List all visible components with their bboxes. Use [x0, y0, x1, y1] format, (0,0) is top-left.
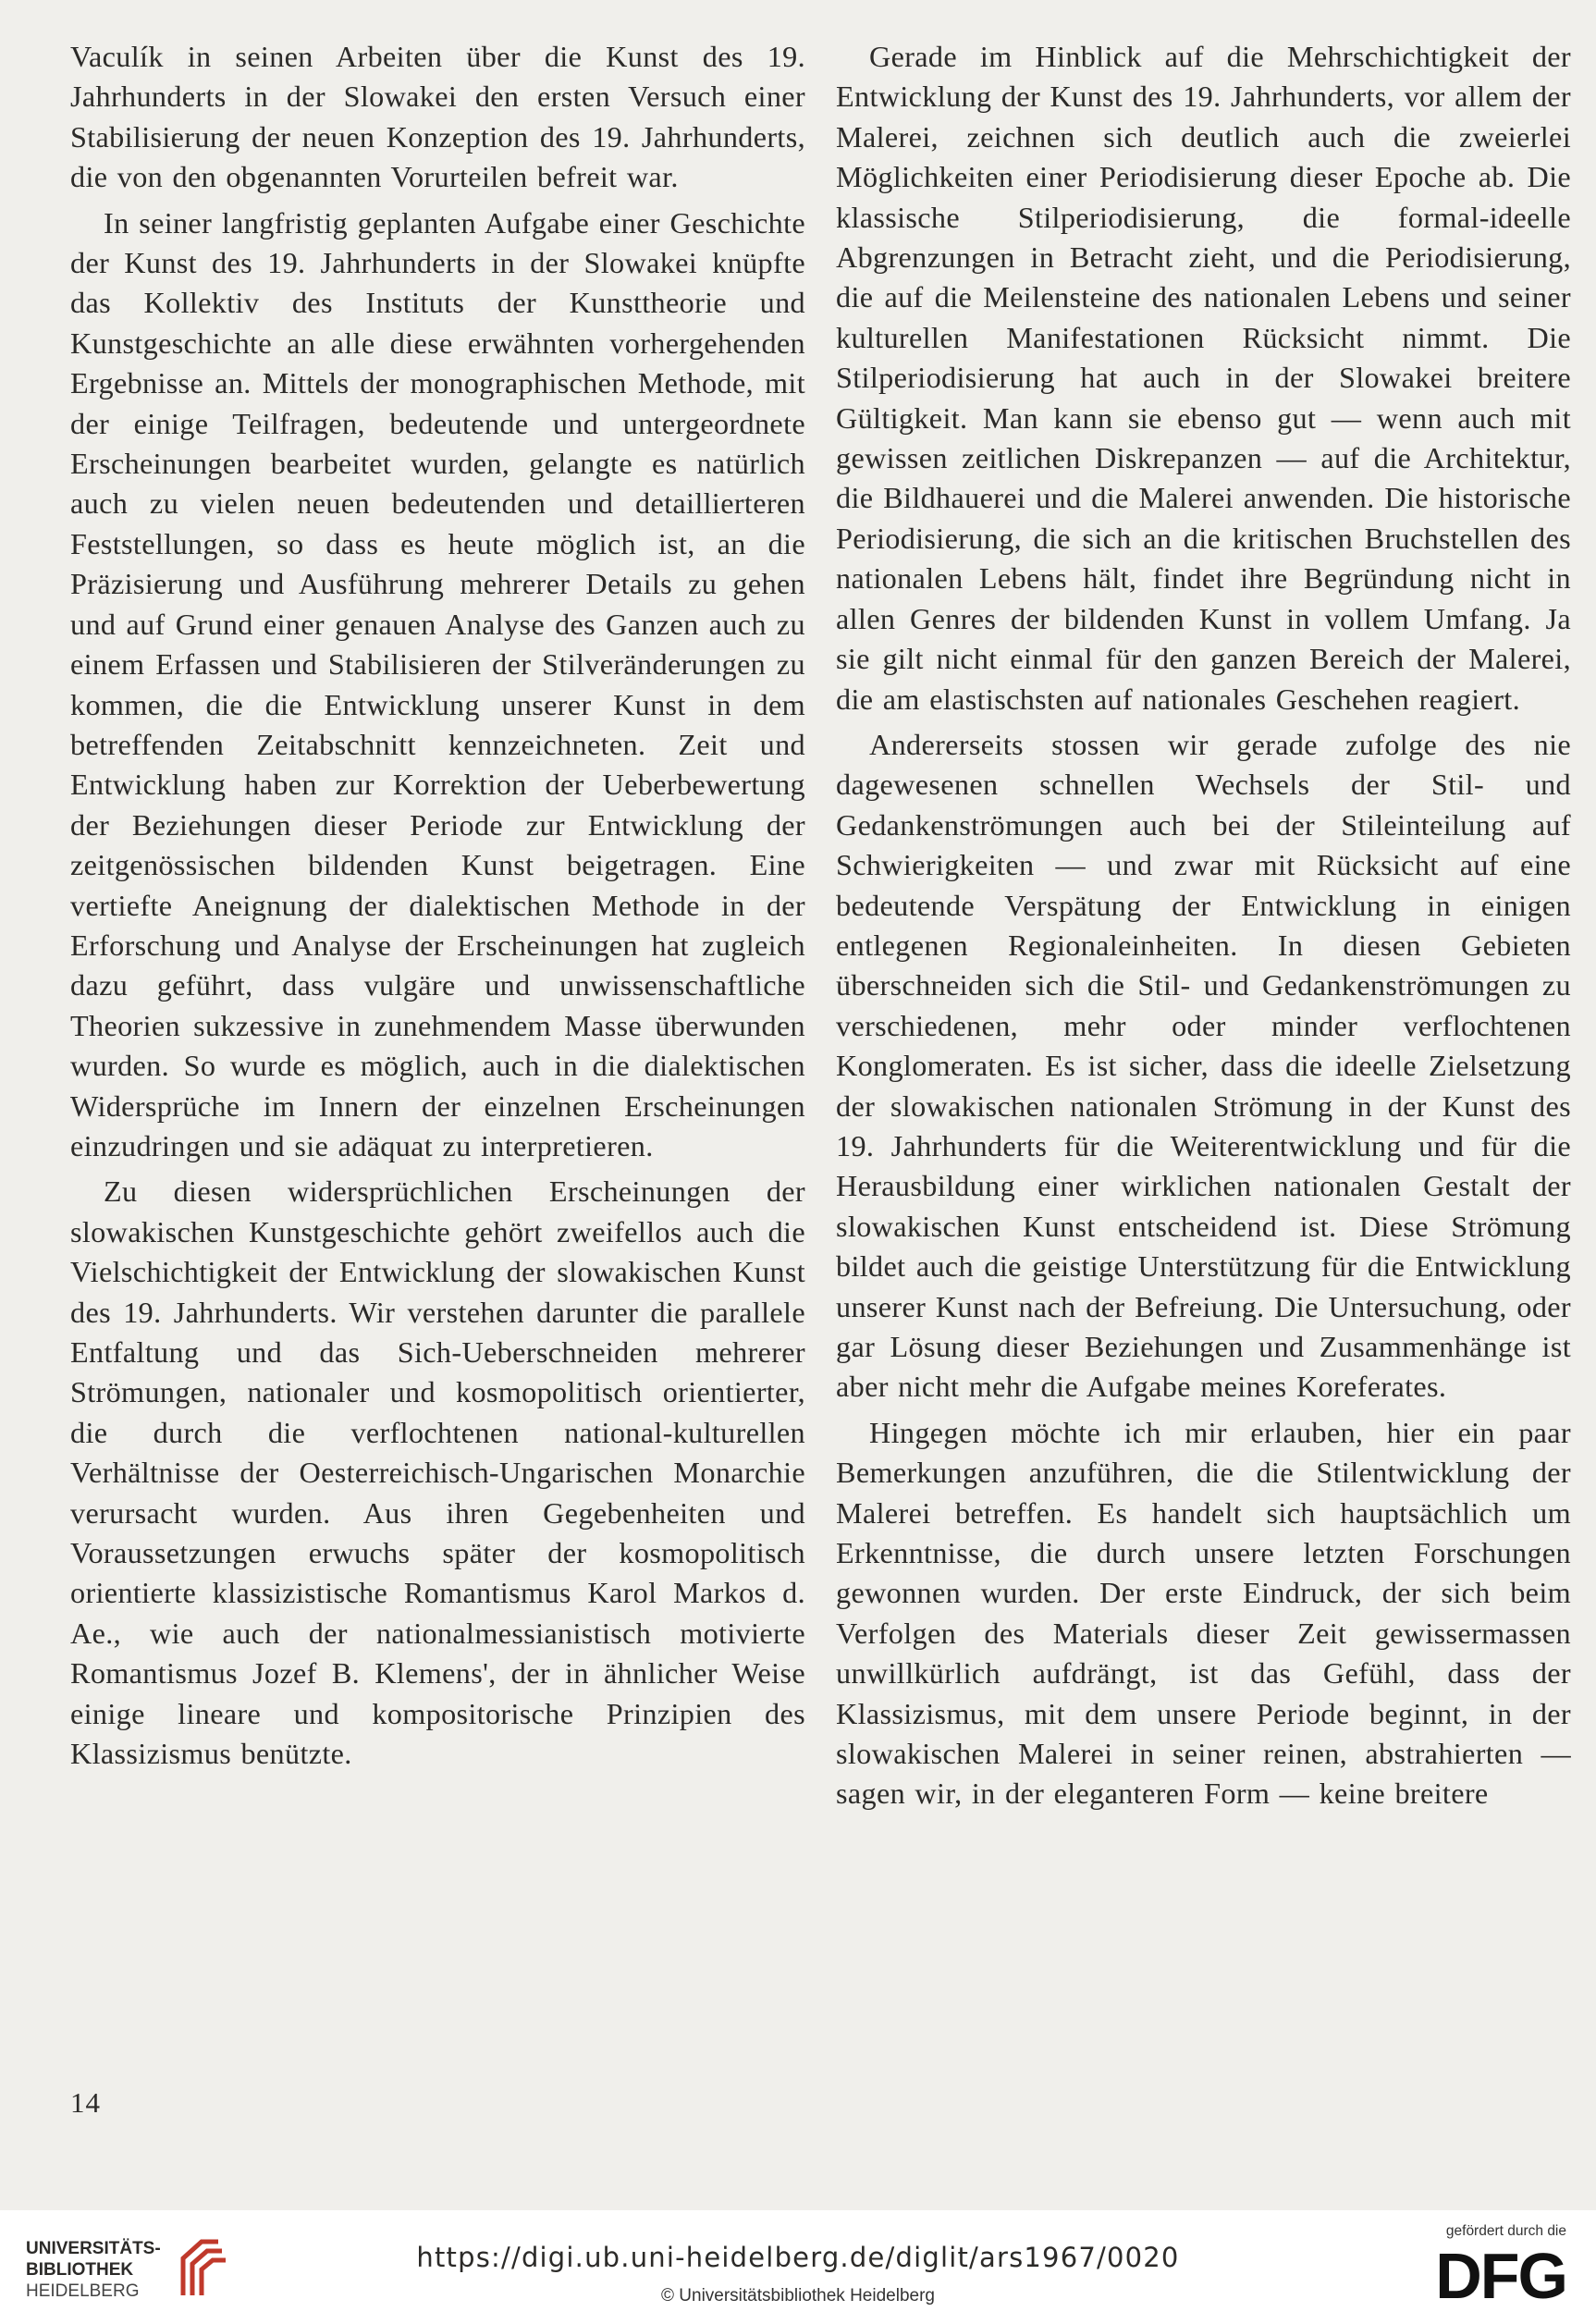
- paragraph: Vaculík in seinen Arbeiten über die Kunst des 19. Jahrhunderts in der Slowakei den ersten Versuch einer Stabilisierung der neuen Konzeption des 19. Jahrhunderts, die von den obgenannten Vorurteilen befreit war.: [70, 40, 805, 194]
- paragraph: Andererseits stossen wir gerade zufolge des nie dagewesenen schnellen Wechsels der Stil- und Gedankenströmungen auch bei der Stileinteilung auf Schwierigkeiten — und zwar mit Rücksicht auf eine bedeutende Verspätung der Entwicklung in einigen entlegenen Regionaleinheiten. In diesen Gebieten überschneiden sich die Stil- und Gedankenströmungen zu verschiedenen, mehr oder minder verflochtenen Konglomeraten. Es ist sicher, dass die ideelle Zielsetzung der slowakischen nationalen Strömung in der Kunst des 19. Jahrhunderts für die Weiterentwicklung und für die Herausbildung einer wirklichen nationalen Gestalt der slowakischen Kunst entscheidend ist. Diese Strömung bildet auch die geistige Unterstützung für die Entwicklung unserer Kunst nach der Befreiung. Die Untersuchung, oder gar Lösung dieser Beziehungen und Zusammenhänge ist aber nicht mehr die Aufgabe meines Koreferates.: [836, 727, 1571, 1404]
- paragraph: Gerade im Hinblick auf die Mehrschichtigkeit der Entwicklung der Kunst des 19. Jahrhunderts, vor allem der Malerei, zeichnen sich deutlich auch die zweierlei Möglichkeiten einer Periodisierung dieser Epoche ab. Die klassische Stilperiodisierung, die formal-ideelle Abgrenzungen in Betracht zieht, und die Periodisierung, die auf die Meilensteine des nationalen Lebens und seiner kulturellen Manifestationen Rücksicht nimmt. Die Stilperiodisierung hat auch in der Slowakei breitere Gültigkeit. Man kann sie ebenso gut — wenn auch mit gewissen zeitlichen Diskrepanzen — auf die Architektur, die Bildhauerei und die Malerei anwenden. Die historische Periodisierung, die sich an die kritischen Bruchstellen des nationalen Lebens hält, findet ihre Begründung nicht in allen Genres der bildenden Kunst in vollem Umfang. Ja sie gilt nicht einmal für den ganzen Bereich der Malerei, die am elastischsten auf nationales Geschehen reagiert.: [836, 40, 1571, 716]
- paragraph: Hingegen möchte ich mir erlauben, hier ein paar Bemerkungen anzuführen, die die Stilentwicklung der Malerei betreffen. Es handelt sich hauptsächlich um Erkenntnisse, die durch unsere letzten Forschungen gewonnen wurden. Der erste Eindruck, der sich beim Verfolgen des Materials dieser Zeit gewissermassen unwillkürlich aufdrängt, ist das Gefühl, dass der Klassizismus, mit dem unsere Periode beginnt, in der slowakischen Malerei in seiner reinen, abstrahierten — sagen wir, in der eleganteren Form — keine breitere: [836, 1415, 1571, 1811]
- copyright-notice: © Universitätsbibliothek Heidelberg: [661, 2286, 935, 2306]
- paragraph: Zu diesen widersprüchlichen Erscheinungen der slowakischen Kunstgeschichte gehört zweifellos auch die Vielschichtigkeit der Entwicklung der slowakischen Kunst des 19. Jahrhunderts. Wir verstehen darunter die parallele Entfaltung und das Sich-Ueberschneiden mehrerer Strömungen, nationaler und kosmopolitisch orientierter, die durch die verflochtenen national-kulturellen Verhältnisse der Oesterreichisch-Ungarischen Monarchie verursacht wurden. Aus ihren Gegebenheiten und Voraussetzungen erwuchs später der kosmopolitisch orientierte klassizistische Romantismus Karol Markos d. Ae., wie auch der nationalmessianistisch motivierte Romantismus Jozef B. Klemens', der in ähnlicher Weise einige lineare und kompositorische Prinzipien des Klassizismus benützte.: [70, 1174, 805, 1771]
- permalink-url[interactable]: https://digi.ub.uni-heidelberg.de/diglit/ars1967/0020: [416, 2242, 1180, 2273]
- library-name: UNIVERSITÄTS- BIBLIOTHEK HEIDELBERG: [26, 2239, 161, 2301]
- left-text-column: [70, 37, 805, 1779]
- page-number: 14: [70, 2086, 101, 2119]
- funder-note: gefördert durch die: [1445, 2223, 1566, 2239]
- right-text-column: [836, 37, 1571, 1820]
- dfg-funding-logo[interactable]: [1391, 2223, 1566, 2312]
- dfg-logo: DFG: [1435, 2240, 1566, 2312]
- paragraph: In seiner langfristig geplanten Aufgabe einer Geschichte der Kunst des 19. Jahrhunderts in der Slowakei knüpfte das Kollektiv des Instituts der Kunsttheorie und Kunstgeschichte an alle diese erwähnten vorhergehenden Ergebnisse an. Mittels der monographischen Methode, mit der einige Teilfragen, bedeutende und untergeordnete Erscheinungen bearbeitet wurden, gelangte es natürlich auch zu vielen neuen bedeutenden und detaillierteren Feststellungen, so dass es heute möglich ist, an die Präzisierung und Ausführung mehrerer Details zu gehen und auf Grund einer genauen Analyse des Ganzen auch zu einem Erfassen und Stabilisieren der Stilveränderungen zu kommen, die die Entwicklung unserer Kunst in dem betreffenden Zeitabschnitt kennzeichneten. Zeit und Entwicklung haben zur Korrektion der Ueberbewertung der Beziehungen dieser Periode zur Entwicklung der zeitgenössischen bildenden Kunst beigetragen. Eine vertiefte Aneignung der dialektischen Methode in der Erforschung und Analyse der Erscheinungen hat zugleich dazu geführt, dass vulgäre und unwissenschaftliche Theorien sukzessive in zunehmendem Masse überwunden wurden. So wurde es möglich, auch in die dialektischen Widersprüche im Innern der einzelnen Erscheinungen einzudringen und sie adäquat zu interpretieren.: [70, 205, 805, 1162]
- footer-bar: [0, 2210, 1596, 2324]
